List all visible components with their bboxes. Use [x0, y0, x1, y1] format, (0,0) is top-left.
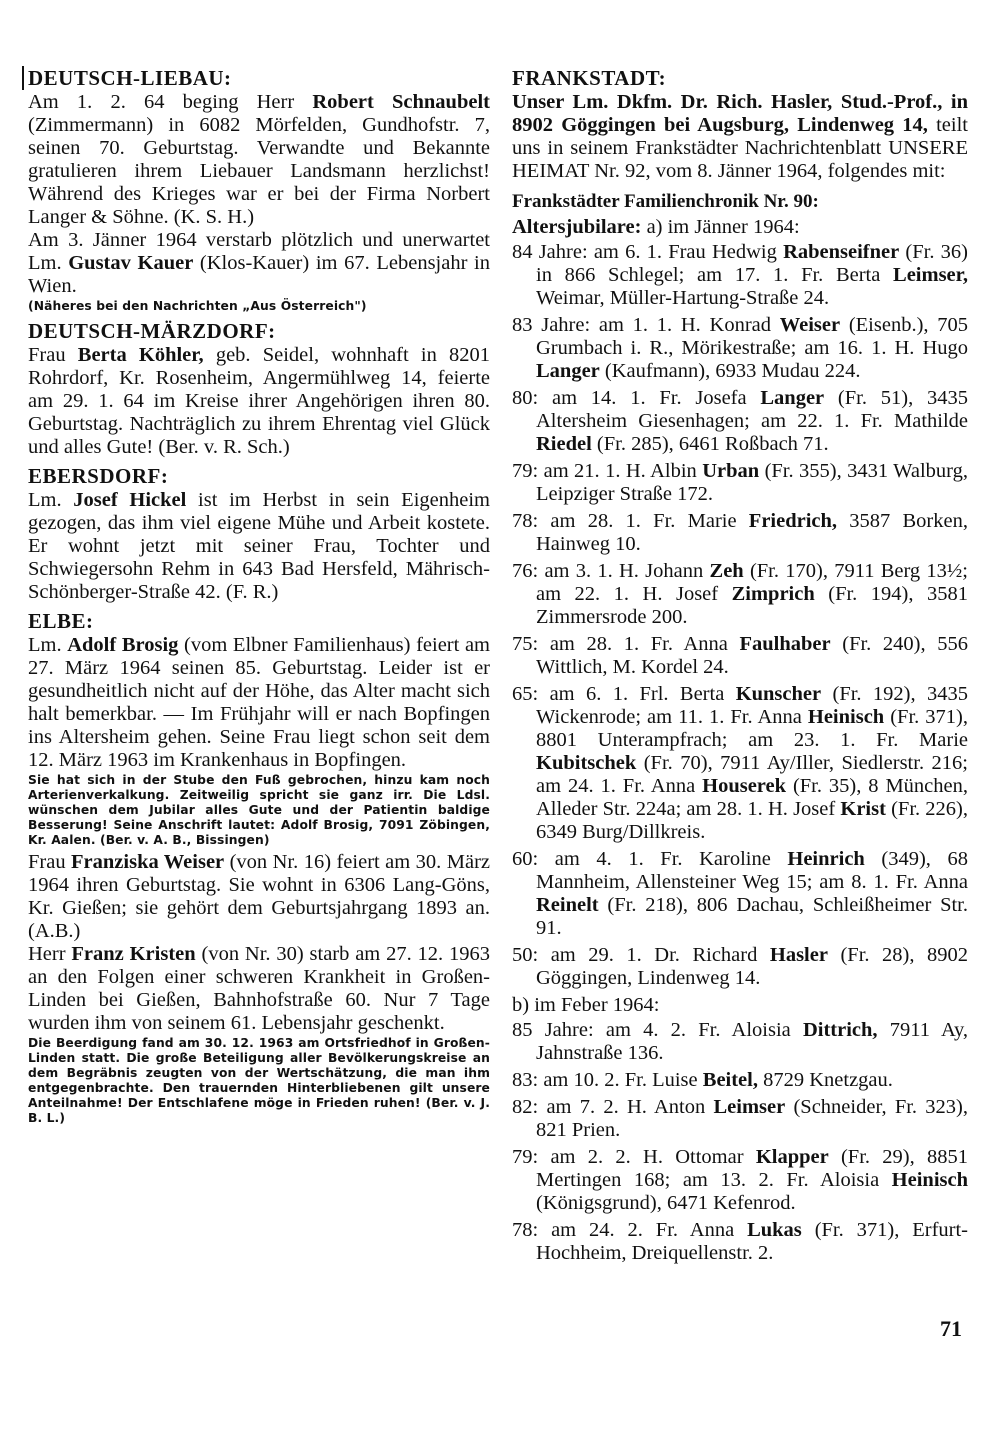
- text: Lm.: [28, 489, 74, 511]
- text: Frau: [28, 344, 78, 366]
- paragraph: [28, 851, 490, 943]
- note: (Näheres bei den Nachrichten „Aus Österreich"): [28, 299, 367, 313]
- person-name: Adolf Brosig: [67, 634, 179, 656]
- list-item: 83: am 10. 2. Fr. Luise Beitel, 8729 Knetzgau.: [512, 1069, 893, 1091]
- list-item: 65: am 6. 1. Frl. Berta Kunscher (Fr. 192), 3435 Wickenrode; am 11. 1. Fr. Anna Heinisch (Fr. 371), 8801 Unterampfrach; am 23. 1. Fr. Marie Kubitschek (Fr. 70), 7911 Ay/Iller, Siedlerstr. 216; am 24. 1. Fr. Anna Houserek (Fr. 35), 8 München, Alleder Str. 224a; am 28. 1. H. Josef Krist (Fr. 226), 6349 Burg/Dillkreis.: [512, 683, 969, 843]
- paragraph: [28, 91, 490, 229]
- text: Altersjubilare:: [512, 216, 642, 238]
- chronik-title: Frankstädter Familienchronik Nr. 90:: [512, 191, 819, 212]
- list-item: 84 Jahre: am 6. 1. Frau Hedwig Rabenseifner (Fr. 36) in 866 Schlegel; am 17. 1. Fr. Berta Leimser, Weimar, Müller-Hartung-Straße 24.: [512, 241, 968, 309]
- person-name: Berta Köhler,: [77, 344, 204, 366]
- list-item: 60: am 4. 1. Fr. Karoline Heinrich (349), 68 Mannheim, Allensteiner Weg 15; am 8. 1. Fr. Anna Reinelt (Fr. 218), 806 Dachau, Schleißheimer Str. 91.: [512, 848, 969, 939]
- list-item: 85 Jahre: am 4. 2. Fr. Aloisia Dittrich, 7911 Ay, Jahnstraße 136.: [512, 1019, 968, 1064]
- page-number: 71: [940, 1316, 962, 1341]
- section-ebersdorf: [28, 464, 490, 604]
- section-heading: FRANKSTADT:: [512, 66, 667, 90]
- list-item: 78: am 24. 2. Fr. Anna Lukas (Fr. 371), Erfurt-Hochheim, Dreiquellenstr. 2.: [512, 1219, 968, 1264]
- section-heading: DEUTSCH-LIEBAU:: [22, 66, 490, 90]
- text: (Klos-Kauer) im 67. Lebensjahr in Wien.: [28, 252, 490, 297]
- paragraph: [28, 344, 490, 459]
- text: (von Nr. 30) starb am 27. 12. 1963 an den Folgen einer schweren Krankheit in Großen-Linden bei Gießen, Bahnhofstraße 60. Nur 7 Tage wurden ihm von seinem 61. Lebensjahr geschenkt.: [28, 943, 491, 1034]
- text: Herr: [28, 943, 72, 965]
- list-item: 78: am 28. 1. Fr. Marie Friedrich, 3587 Borken, Hainweg 10.: [512, 510, 968, 555]
- intro-paragraph: [512, 91, 968, 183]
- text: Lm.: [28, 634, 68, 656]
- text: Unser Lm. Dkfm. Dr. Rich. Hasler, Stud.-Prof., in 8902 Göggingen bei Augsburg, Lindenweg 14,: [512, 91, 968, 136]
- text: (Zimmermann) in 6082 Mörfelden, Gundhofstr. 7, seinen 70. Geburtstag. Verwandte und Bekannte gratulieren ihrem Liebauer Landsmann herzlichst! Während des Krieges war er bei der Firma Norbert Langer & Söhne. (K. S. H.): [28, 114, 490, 228]
- text: geb. Seidel, wohnhaft in 8201 Rohrdorf, Kr. Rosenheim, Angermühlweg 14, feierte am 29. 1. 64 im Kreise ihrer Angehörigen ihren 80. Geburtstag. Nachträglich zu ihrem Ehrentag viel Glück und alles Gute! (Ber. v. R. Sch.): [28, 344, 491, 458]
- paragraph: [28, 634, 490, 772]
- paragraph: [28, 489, 490, 604]
- list-item: 79: am 2. 2. H. Ottomar Klapper (Fr. 29), 8851 Mertingen 168; am 13. 2. Fr. Aloisia Heinisch (Königsgrund), 6471 Kefenrod.: [512, 1146, 969, 1214]
- note: Sie hat sich in der Stube den Fuß gebrochen, hinzu kam noch Arterienverkalkung. Zeitweilig spricht sie ganz irr. Die Ldsl. wünschen dem Jubilar alles Gute und der Patientin baldige Besserung! Seine Anschrift lautet: Adolf Brosig, 7091 Zöbingen, Kr. Aalen. (Ber. v. A. B., Bissingen): [28, 773, 490, 847]
- person-name: Franziska Weiser: [71, 851, 225, 873]
- right-column: [512, 66, 968, 1269]
- text: ist im Herbst in sein Eigenheim gezogen, das ihm viel eigene Mühe und Arbeit kostete. Er wohnt jetzt mit seiner Frau, Tochter und Schwiegersohn Rehm in 643 Bad Hersfeld, Mährisch-Schönberger-Straße 42. (F. R.): [28, 489, 490, 603]
- feber-line: b) im Feber 1964:: [512, 994, 660, 1016]
- list-item: 50: am 29. 1. Dr. Richard Hasler (Fr. 28), 8902 Göggingen, Lindenweg 14.: [512, 944, 969, 989]
- text: Am 3. Jänner 1964 verstarb plötzlich und unerwartet Lm.: [28, 229, 490, 274]
- list-item: 82: am 7. 2. H. Anton Leimser (Schneider, Fr. 323), 821 Prien.: [512, 1096, 968, 1141]
- jubilare-line: [512, 216, 968, 239]
- person-name: Gustav Kauer: [68, 252, 194, 274]
- section-deutsch-maerzdorf: [28, 319, 490, 459]
- list-item: 79: am 21. 1. H. Albin Urban (Fr. 355), 3431 Walburg, Leipziger Straße 172.: [512, 460, 969, 505]
- list-item: 75: am 28. 1. Fr. Anna Faulhaber (Fr. 240), 556 Wittlich, M. Kordel 24.: [512, 633, 969, 678]
- entries-february: [512, 1019, 968, 1265]
- person-name: Robert Schnaubelt: [312, 91, 490, 113]
- section-heading: ELBE:: [28, 609, 94, 633]
- paragraph: [28, 229, 490, 298]
- section-heading: DEUTSCH-MÄRZDORF:: [28, 319, 276, 343]
- text: (vom Elbner Familienhaus) feiert am 27. März 1964 seinen 85. Geburtstag. Leider ist er gesundheitlich nicht auf der Höhe, das Alter macht sich halt bemerkbar. — Im Frühjahr will er nach Bopfingen ins Altersheim gehen. Seine Frau liegt schon seit dem 12. März 1963 im Krankenhaus in Bopfingen.: [28, 634, 490, 771]
- person-name: Josef Hickel: [73, 489, 187, 511]
- list-item: 83 Jahre: am 1. 1. H. Konrad Weiser (Eisenb.), 705 Grumbach i. R., Mörikestraße; am 16. 1. H. Hugo Langer (Kaufmann), 6933 Mudau 224.: [512, 314, 968, 382]
- section-deutsch-liebau: [28, 66, 490, 314]
- person-name: Franz Kristen: [71, 943, 196, 965]
- text: a) im Jänner 1964:: [641, 216, 800, 238]
- note: Die Beerdigung fand am 30. 12. 1963 am Ortsfriedhof in Großen-Linden statt. Die große Beteiligung aller Bevölkerungskreise an dem Begräbnis zeugten von der Wertschätzung, die man ihm entgegenbrachte. Den trauernden Hinterbliebenen gilt unsere Anteilnahme! Der Entschlafene möge in Frieden ruhen! (Ber. v. J. B. L.): [28, 1036, 490, 1125]
- entries-january: [512, 241, 968, 990]
- text: Frau: [28, 851, 72, 873]
- section-elbe: [28, 609, 490, 1126]
- list-item: 80: am 14. 1. Fr. Josefa Langer (Fr. 51), 3435 Altersheim Giesenhagen; am 22. 1. Fr. Mathilde Riedel (Fr. 285), 6461 Roßbach 71.: [512, 387, 968, 455]
- text: (von Nr. 16) feiert am 30. März 1964 ihren Geburtstag. Sie wohnt in 6306 Lang-Göns, Kr. Gießen; sie gehört dem Geburtsjahrgang 1893 an. (A.B.): [28, 851, 490, 942]
- text: Am 1. 2. 64 beging Herr: [28, 91, 313, 113]
- section-heading: EBERSDORF:: [28, 464, 169, 488]
- text: teilt uns in seinem Frankstädter Nachrichtenblatt UNSERE HEIMAT Nr. 92, vom 8. Jänner 1964, folgendes mit:: [512, 114, 968, 182]
- paragraph: [28, 943, 490, 1035]
- left-column: [28, 66, 490, 1129]
- list-item: 76: am 3. 1. H. Johann Zeh (Fr. 170), 7911 Berg 13½; am 22. 1. H. Josef Zimprich (Fr. 194), 3581 Zimmersrode 200.: [512, 560, 969, 628]
